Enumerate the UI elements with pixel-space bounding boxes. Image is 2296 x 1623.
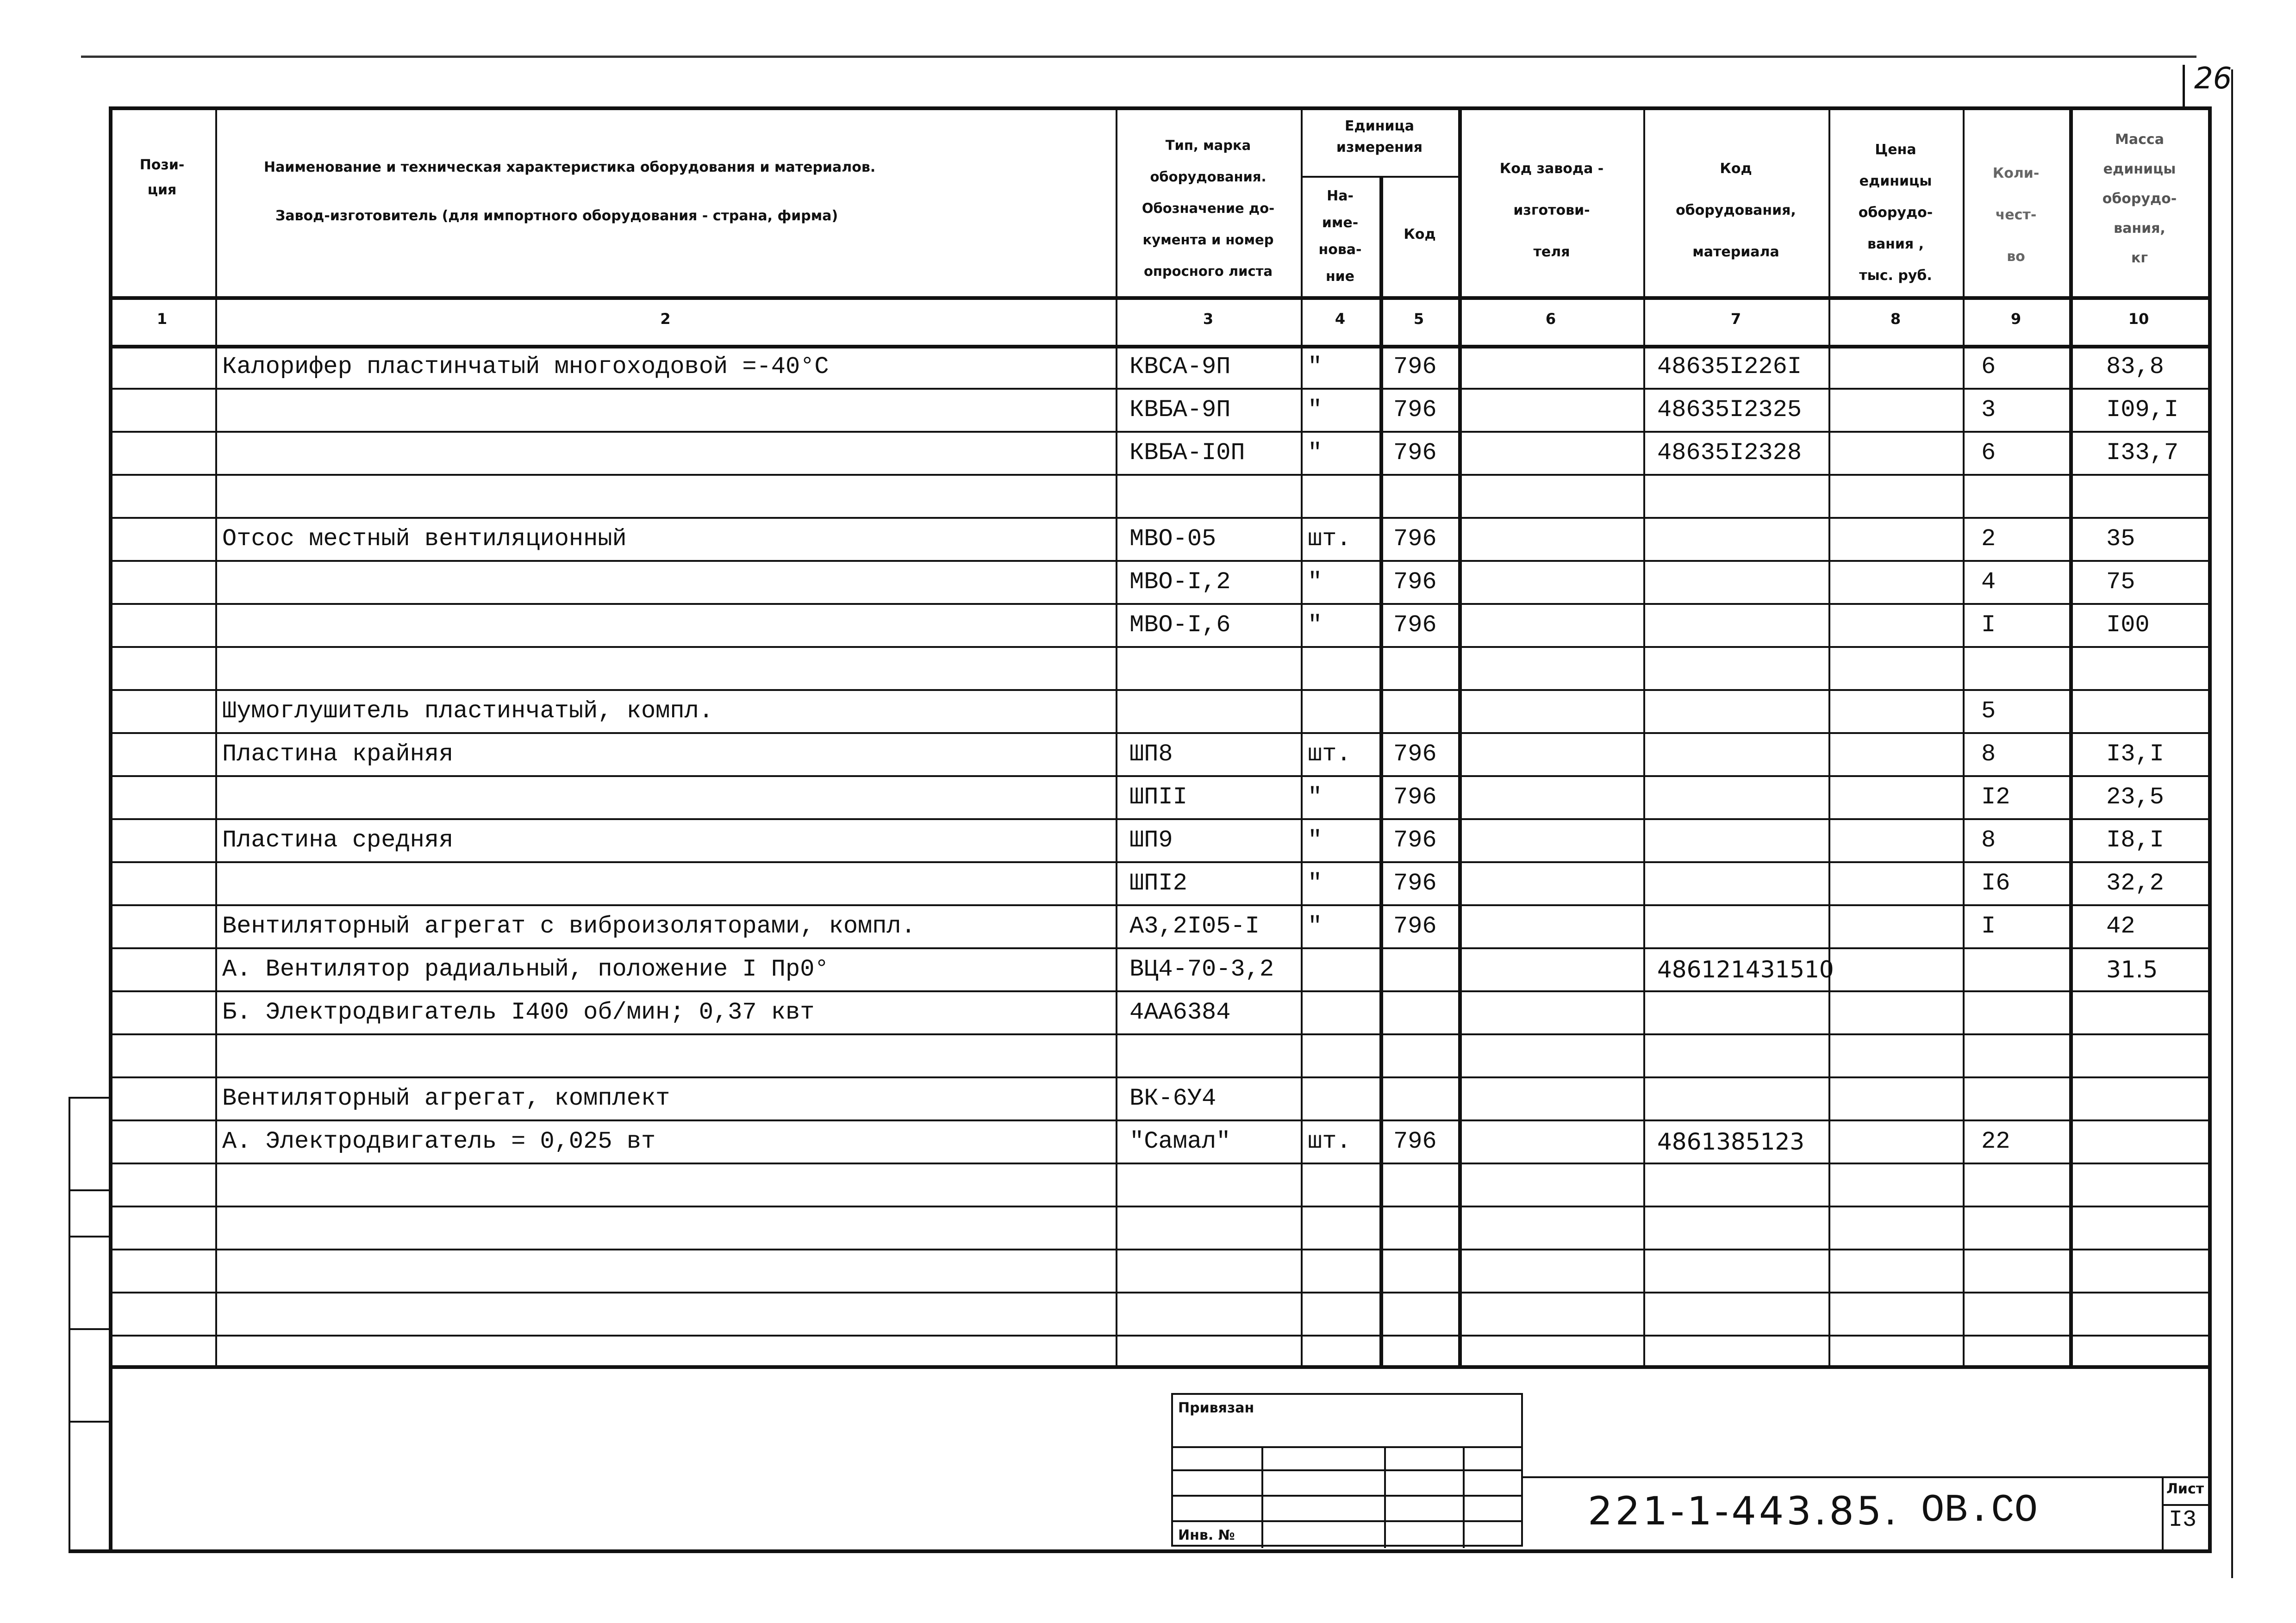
row-separator — [109, 689, 2208, 691]
colnum-5: 5 — [1413, 310, 1424, 328]
row-5-qty: 4 — [1981, 568, 1996, 596]
row-12-mass: 32,2 — [2106, 870, 2164, 897]
row-4-name: Отсос местный вентиляционный — [222, 525, 627, 553]
colnum-6: 6 — [1545, 310, 1556, 328]
row-12-unit: " — [1308, 870, 1323, 897]
header-factory-code: Код завода - изготови- теля — [1499, 161, 1604, 260]
row-6-unit: " — [1308, 611, 1323, 639]
colnum-8: 8 — [1890, 310, 1901, 328]
table-bottom — [109, 1365, 2208, 1369]
row-14-mass: 31.5 — [2106, 956, 2158, 983]
row-separator — [109, 517, 2208, 519]
row-11-mass: I8,I — [2106, 827, 2164, 854]
row-separator — [109, 904, 2208, 906]
row-4-mass: 35 — [2106, 525, 2135, 553]
header-type: Тип, марка оборудования. Обозначение до- кумента и номер опросного листа — [1142, 137, 1275, 279]
colnum-10: 10 — [2128, 310, 2149, 328]
row-separator — [109, 603, 2208, 605]
row-11-code: 796 — [1393, 827, 1437, 854]
row-9-code: 796 — [1393, 740, 1437, 768]
row-4-qty: 2 — [1981, 525, 1996, 553]
row-18-qty: 22 — [1981, 1128, 2010, 1155]
row-separator — [109, 732, 2208, 734]
corner-tick — [2183, 65, 2185, 106]
row-6-qty: I — [1981, 611, 1996, 639]
header-unit-code: Код — [1404, 226, 1436, 243]
numbers-bottom — [109, 345, 2208, 348]
row-separator — [109, 1076, 2208, 1078]
frame-outer-right — [2231, 69, 2233, 1578]
row-17-name: Вентиляторный агрегат, комплект — [222, 1085, 670, 1112]
header-material-code: Код оборудования, материала — [1676, 161, 1796, 260]
row-12-code: 796 — [1393, 870, 1437, 897]
header-name-line2: Завод-изготовитель (для импортного оборудования - страна, фирма) — [275, 208, 838, 224]
row-separator — [109, 1249, 2208, 1250]
row-18-code: 796 — [1393, 1128, 1437, 1155]
row-1-code: 796 — [1393, 396, 1437, 423]
frame-top — [109, 106, 2208, 110]
row-6-type: МВО-I,6 — [1129, 611, 1231, 639]
stamp-doc-number: 221-1-443.85. — [1588, 1488, 1900, 1534]
row-6-code: 796 — [1393, 611, 1437, 639]
row-11-unit: " — [1308, 827, 1323, 854]
row-5-mass: 75 — [2106, 568, 2135, 596]
row-10-unit: " — [1308, 784, 1323, 811]
row-4-unit: шт. — [1308, 525, 1351, 553]
row-0-name: Калорифер пластинчатый многоходовой =-40°С — [222, 353, 829, 380]
stamp-doc-suffix: ОВ.СО — [1921, 1489, 2038, 1533]
row-18-mat-code: 4861385123 — [1657, 1128, 1805, 1155]
row-2-qty: 6 — [1981, 439, 1996, 466]
stamp-inv-label: Инв. № — [1178, 1527, 1235, 1543]
row-separator — [109, 1119, 2208, 1121]
top-rule — [81, 56, 2196, 58]
row-10-type: ШПII — [1129, 784, 1187, 811]
row-14-name: А. Вентилятор радиальный, положение I Пр0° — [222, 956, 829, 983]
row-10-code: 796 — [1393, 784, 1437, 811]
row-1-mass: I09,I — [2106, 396, 2179, 423]
row-10-mass: 23,5 — [2106, 784, 2164, 811]
row-13-code: 796 — [1393, 913, 1437, 940]
colnum-7: 7 — [1730, 310, 1741, 328]
colnum-4: 4 — [1335, 310, 1346, 328]
row-separator — [109, 431, 2208, 433]
row-14-mat-code: 486121431510 — [1657, 956, 1834, 983]
row-separator — [109, 861, 2208, 863]
header-unit-name: На- име- нова- ние — [1318, 188, 1362, 285]
stamp-sheet-label: Лист — [2166, 1481, 2204, 1497]
row-1-qty: 3 — [1981, 396, 1996, 423]
row-11-type: ШП9 — [1129, 827, 1173, 854]
row-separator — [109, 1335, 2208, 1337]
row-separator — [109, 388, 2208, 390]
margin-strip — [69, 1097, 70, 1549]
row-9-qty: 8 — [1981, 740, 1996, 768]
row-0-code: 796 — [1393, 353, 1437, 380]
row-15-name: Б. Электродвигатель I400 об/мин; 0,37 квт — [222, 999, 815, 1026]
stamp-attached-label: Привязан — [1178, 1400, 1254, 1416]
colnum-9: 9 — [2010, 310, 2021, 328]
row-4-code: 796 — [1393, 525, 1437, 553]
row-12-type: ШПI2 — [1129, 870, 1187, 897]
row-0-mass: 83,8 — [2106, 353, 2164, 380]
row-9-mass: I3,I — [2106, 740, 2164, 768]
header-bottom — [109, 296, 2208, 300]
row-5-code: 796 — [1393, 568, 1437, 596]
colnum-3: 3 — [1203, 310, 1214, 328]
row-5-type: МВО-I,2 — [1129, 568, 1231, 596]
row-1-mat-code: 48635I2325 — [1657, 396, 1802, 423]
row-separator — [109, 1206, 2208, 1207]
row-5-unit: " — [1308, 568, 1323, 596]
row-separator — [109, 990, 2208, 992]
row-8-name: Шумоглушитель пластинчатый, компл. — [222, 697, 713, 725]
header-position: Пози- ция — [139, 157, 185, 198]
colnum-2: 2 — [660, 310, 671, 328]
row-2-unit: " — [1308, 439, 1323, 466]
row-13-mass: 42 — [2106, 913, 2135, 940]
stamp-sheet-number: I3 — [2169, 1507, 2197, 1533]
row-0-type: КВСА-9П — [1129, 353, 1231, 380]
row-2-type: КВБА-I0П — [1129, 439, 1245, 466]
header-quantity: Коли- чест- во — [1992, 165, 2040, 265]
row-18-type: "Самал" — [1129, 1128, 1231, 1155]
row-12-qty: I6 — [1981, 870, 2010, 897]
row-separator — [109, 1163, 2208, 1164]
header-name-line1: Наименование и техническая характеристика оборудования и материалов. — [264, 159, 876, 175]
row-2-code: 796 — [1393, 439, 1437, 466]
row-13-qty: I — [1981, 913, 1996, 940]
row-separator — [109, 560, 2208, 562]
sheet-corner-number: 26 — [2194, 62, 2232, 96]
row-4-type: МВО-05 — [1129, 525, 1217, 553]
row-11-name: Пластина средняя — [222, 827, 454, 854]
row-separator — [109, 474, 2208, 476]
row-0-qty: 6 — [1981, 353, 1996, 380]
frame-right — [2208, 106, 2212, 1549]
row-8-qty: 5 — [1981, 697, 1996, 725]
row-9-unit: шт. — [1308, 740, 1351, 768]
row-separator — [109, 947, 2208, 949]
row-separator — [109, 1033, 2208, 1035]
row-11-qty: 8 — [1981, 827, 1996, 854]
row-17-type: ВК-6У4 — [1129, 1085, 1217, 1112]
row-separator — [109, 818, 2208, 820]
row-1-unit: " — [1308, 396, 1323, 423]
row-separator — [109, 646, 2208, 648]
row-0-unit: " — [1308, 353, 1323, 380]
row-13-name: Вентиляторный агрегат с виброизоляторами, компл. — [222, 913, 916, 940]
colnum-1: 1 — [156, 310, 168, 328]
row-separator — [109, 775, 2208, 777]
frame-bottom — [69, 1549, 2212, 1553]
row-2-mass: I33,7 — [2106, 439, 2179, 466]
row-14-type: ВЦ4-70-3,2 — [1129, 956, 1274, 983]
header-mass: Масса единицы оборудо- вания, кг — [2102, 131, 2177, 266]
row-separator — [109, 1292, 2208, 1293]
row-9-name: Пластина крайняя — [222, 740, 454, 768]
row-0-mat-code: 48635I226I — [1657, 353, 1802, 380]
row-1-type: КВБА-9П — [1129, 396, 1231, 423]
row-13-unit: " — [1308, 913, 1323, 940]
row-13-type: А3,2I05-I — [1129, 913, 1260, 940]
row-10-qty: I2 — [1981, 784, 2010, 811]
row-18-unit: шт. — [1308, 1128, 1351, 1155]
row-9-type: ШП8 — [1129, 740, 1173, 768]
header-price: Цена единицы оборудо- вания , тыс. руб. — [1858, 142, 1933, 284]
header-unit-group: Единица измерения — [1336, 118, 1423, 155]
row-15-type: 4АА6384 — [1129, 999, 1231, 1026]
row-18-name: А. Электродвигатель = 0,025 вт — [222, 1128, 656, 1155]
row-6-mass: I00 — [2106, 611, 2150, 639]
row-2-mat-code: 48635I2328 — [1657, 439, 1802, 466]
